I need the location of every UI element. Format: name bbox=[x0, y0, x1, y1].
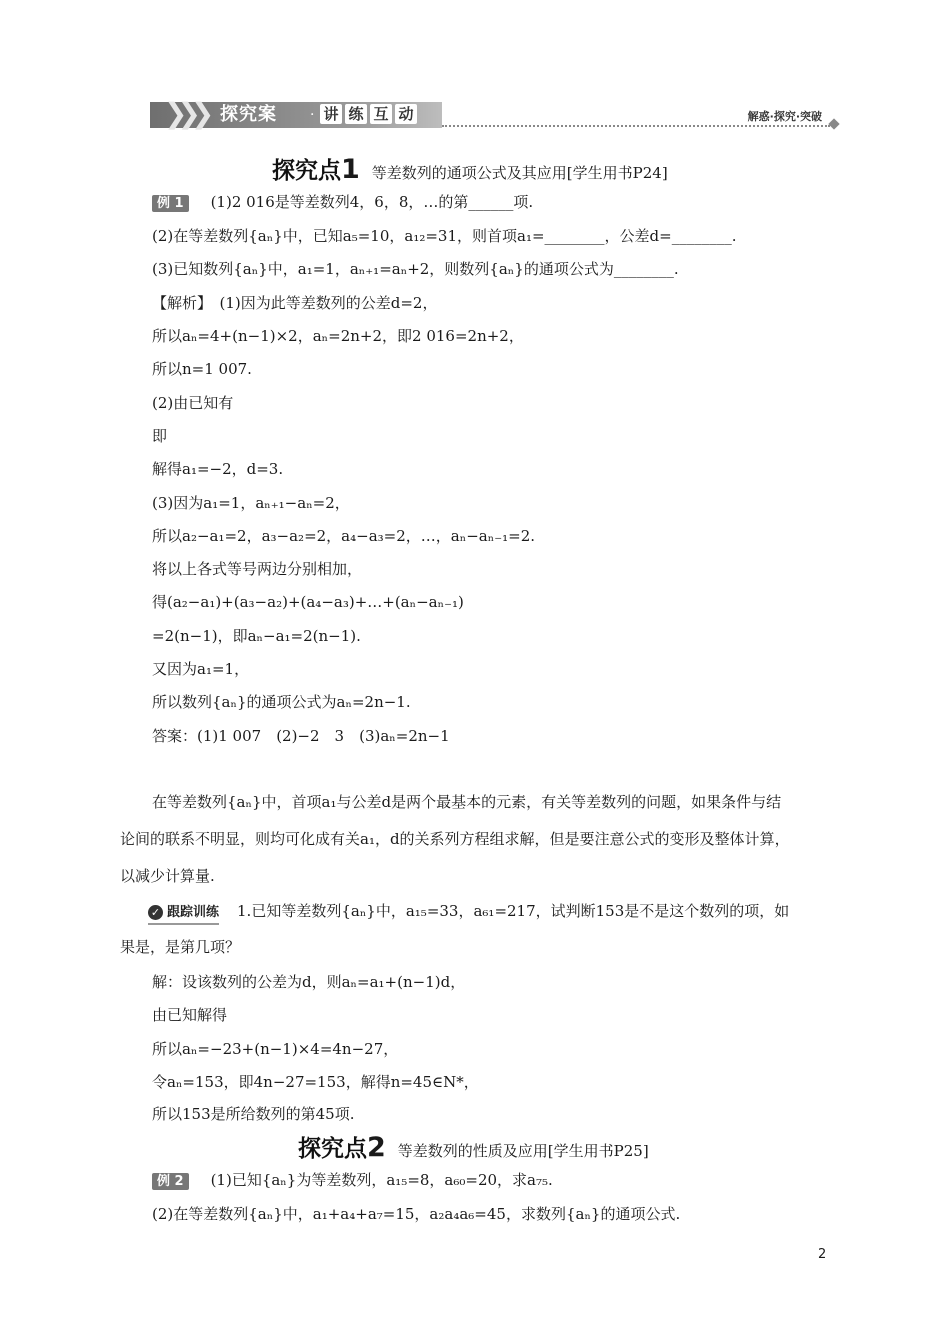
header-dotted-line bbox=[442, 125, 830, 127]
boxed-char: 练 bbox=[345, 104, 367, 124]
solution-line: 所以a₂−a₁=2，a₃−a₂=2，a₄−a₃=2，…，aₙ−aₙ₋₁=2. bbox=[152, 527, 536, 545]
solution-line: 将以上各式等号两边分别相加， bbox=[152, 560, 363, 578]
solution-line: 【解析】 (1)因为此等差数列的公差d=2， bbox=[152, 294, 438, 312]
section-header-banner bbox=[150, 97, 840, 130]
solution-line: 所以153是所给数列的第45项. bbox=[152, 1105, 355, 1123]
solution-line: =2(n−1)，即aₙ−a₁=2(n−1). bbox=[152, 627, 361, 645]
example-1-q3: (3)已知数列{aₙ}中，a₁=1，aₙ₊₁=aₙ+2，则数列{aₙ}的通项公式为________. bbox=[152, 260, 679, 278]
header-boxed-title bbox=[320, 104, 417, 124]
section-desc: 等差数列的通项公式及其应用[学生用书P24] bbox=[371, 164, 668, 182]
header-title: 探究案 bbox=[220, 104, 277, 125]
section-number: 1 bbox=[341, 154, 360, 185]
boxed-char: 讲 bbox=[320, 104, 342, 124]
track-question-line bbox=[152, 901, 789, 925]
note-line: 论间的联系不明显，则均可化成有关a₁，d的关系列方程组求解，但是要注意公式的变形及整体计算， bbox=[120, 830, 790, 848]
solution-line: 所以aₙ=−23+(n−1)×4=4n−27， bbox=[152, 1040, 399, 1058]
chevron-icon: ❯❯❯ bbox=[164, 97, 205, 130]
header-right-text: 解惑·探究·突破 bbox=[747, 110, 822, 123]
note-line: 以减少计算量. bbox=[120, 867, 215, 885]
solution-line: 解：设该数列的公差为d，则aₙ=a₁+(n−1)d， bbox=[152, 973, 466, 991]
example-tag: 例 2 bbox=[152, 1173, 189, 1190]
solution-line: 由已知解得 bbox=[152, 1006, 228, 1024]
solution-line: 所以n=1 007. bbox=[152, 360, 252, 378]
track-label bbox=[148, 903, 219, 925]
boxed-char: 动 bbox=[395, 104, 417, 124]
section-heading-1 bbox=[272, 152, 668, 185]
solution-line: 又因为a₁=1， bbox=[152, 660, 250, 678]
track-label-text: 跟踪训练 bbox=[167, 905, 220, 920]
example-2-q2: (2)在等差数列{aₙ}中，a₁+a₄+a₇=15，a₂a₄a₆=45，求数列{aₙ}的通项公式. bbox=[152, 1205, 681, 1223]
answer-line: 答案：(1)1 007 (2)−2 3 (3)aₙ=2n−1 bbox=[152, 727, 450, 745]
example-1-q1 bbox=[152, 192, 533, 212]
section-number: 2 bbox=[367, 1132, 386, 1163]
example-2-q1 bbox=[152, 1170, 553, 1190]
section-desc: 等差数列的性质及应用[学生用书P25] bbox=[397, 1142, 649, 1160]
solution-line: 即 bbox=[152, 427, 168, 445]
header-dot: · bbox=[310, 107, 315, 123]
solution-line: 所以aₙ=4+(n−1)×2，aₙ=2n+2，即2 016=2n+2， bbox=[152, 327, 524, 345]
solution-line: 令aₙ=153，即4n−27=153，解得n=45∈N*， bbox=[152, 1073, 479, 1091]
solution-line: 所以数列{aₙ}的通项公式为aₙ=2n−1. bbox=[152, 693, 411, 711]
solution-line: (3)因为a₁=1，aₙ₊₁−aₙ=2， bbox=[152, 494, 350, 512]
diamond-icon bbox=[828, 118, 839, 129]
boxed-char: 互 bbox=[370, 104, 392, 124]
question-text: (1)已知{aₙ}为等差数列，a₁₅=8，a₆₀=20，求a₇₅. bbox=[210, 1171, 553, 1189]
solution-line: 解得a₁=−2，d=3. bbox=[152, 460, 284, 478]
section-heading-2 bbox=[298, 1130, 649, 1163]
section-label: 探究点 bbox=[298, 1136, 367, 1162]
example-1-q2: (2)在等差数列{aₙ}中，已知a₅=10，a₁₂=31，则首项a₁=________，公差d=________. bbox=[152, 227, 737, 245]
check-icon: ✓ bbox=[148, 905, 163, 920]
track-question-line: 果是，是第几项？ bbox=[120, 938, 241, 956]
solution-line: 得(a₂−a₁)+(a₃−a₂)+(a₄−a₃)+…+(aₙ−aₙ₋₁) bbox=[152, 593, 464, 611]
track-question-text: 1.已知等差数列{aₙ}中，a₁₅=33，a₆₁=217，试判断153是不是这个数列的项，如 bbox=[237, 902, 790, 920]
question-text: (1)2 016是等差数列4，6，8，…的第______项. bbox=[210, 193, 534, 211]
note-line: 在等差数列{aₙ}中，首项a₁与公差d是两个最基本的元素，有关等差数列的问题，如果条件与结 bbox=[152, 793, 782, 811]
page-number: 2 bbox=[818, 1247, 827, 1262]
example-tag: 例 1 bbox=[152, 195, 189, 212]
solution-line: (2)由已知有 bbox=[152, 394, 234, 412]
section-label: 探究点 bbox=[272, 158, 341, 184]
